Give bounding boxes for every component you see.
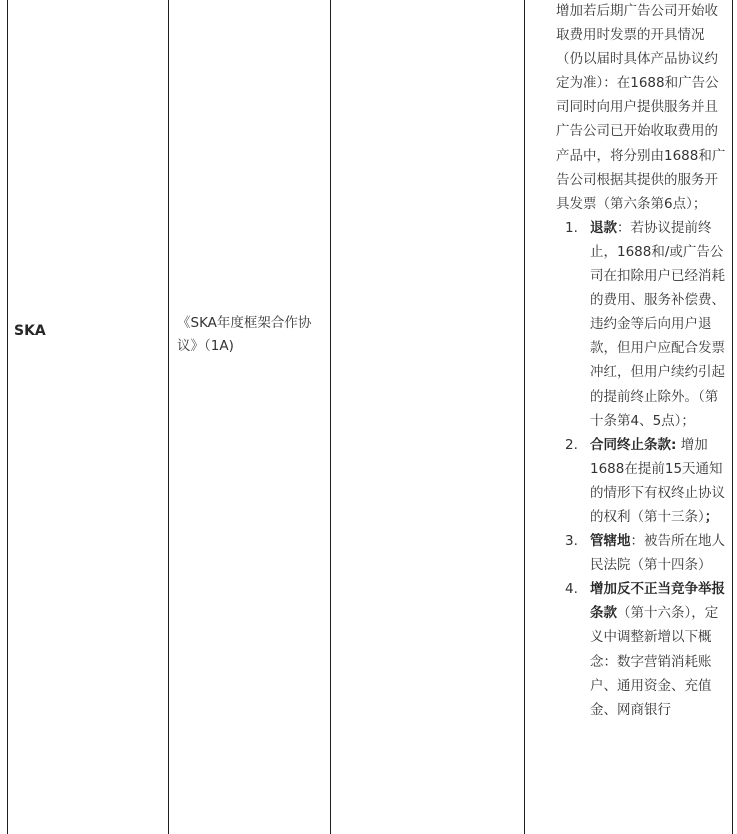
category-cell: SKA (14, 323, 46, 339)
changes-cell (556, 0, 726, 722)
list-item (556, 433, 726, 529)
empty-cell (331, 0, 524, 834)
table-border-col4 (524, 0, 525, 834)
list-item (556, 216, 726, 433)
list-item-title: 合同终止条款: (590, 436, 677, 453)
list-item-suffix: ； (704, 508, 719, 525)
list-item-number: 3. (565, 533, 578, 550)
list-item-number: 1. (565, 219, 578, 236)
table-border-left (7, 0, 8, 834)
table-border-right (732, 0, 733, 834)
list-item-text: （第十六条），定义中调整新增以下概念：数字营销消耗账户、通用资金、充值金、网商银行 (590, 605, 719, 718)
changes-list (556, 216, 726, 722)
invoice-note (556, 0, 726, 216)
list-item-number: 4. (565, 581, 578, 598)
invoice-note-ref: （第六条第6点）； (596, 195, 707, 212)
list-item-text: ：若协议提前终止，1688和/或广告公司在扣除用户已经消耗的费用、服务补偿费、违约金等后向用户退款，但用户应配合发票冲红，但用户续约引起的提前终止除外。（第十条第4、5点）； (590, 219, 725, 429)
table-border-col2 (168, 0, 169, 834)
list-item-title: 退款 (590, 219, 617, 236)
list-item-title: 增加反不正当竞争举报条款 (590, 581, 725, 622)
list-item (556, 577, 726, 722)
invoice-note-text: 增加若后期广告公司开始收取费用时发票的开具情况（仍以届时具体产品协议约定为准）：在1688和广告公司同时向用户提供服务并且广告公司已开始收取费用的产品中，将分别由1688和广告公司根据其提供的服务开具发票 (556, 3, 726, 212)
list-item-text: ：被告所在地人民法院（第十四条） (590, 533, 725, 574)
list-item-text: 增加1688在提前15天通知的情形下有权终止协议的权利（第十三条） (590, 436, 725, 525)
list-item-number: 2. (565, 436, 578, 453)
agreement-name-cell: 《SKA年度框架合作协议》（1A) (177, 315, 312, 354)
list-item (556, 529, 726, 577)
list-item-title: 管辖地 (590, 533, 631, 550)
